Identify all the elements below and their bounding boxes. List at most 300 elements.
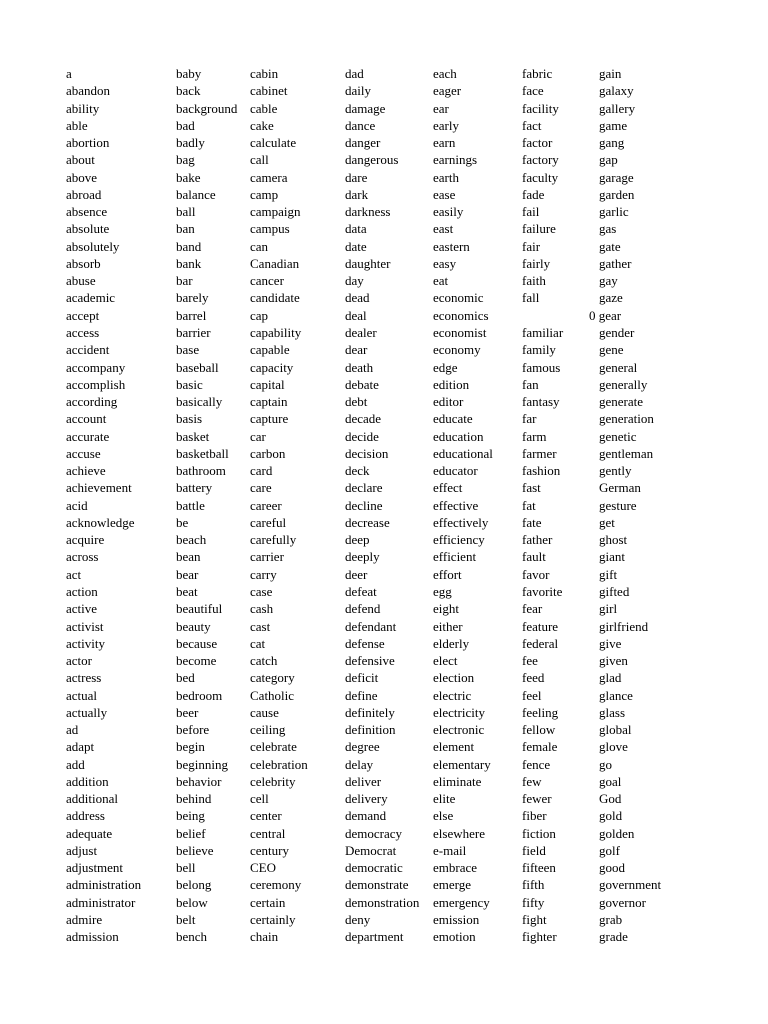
word-item: carbon: [250, 445, 286, 461]
word-item: accurate: [66, 428, 110, 444]
word-item: before: [176, 722, 210, 738]
word-item: achieve: [66, 463, 106, 479]
word-item: garage: [599, 169, 634, 185]
word-item: accuse: [66, 445, 101, 461]
word-item: behind: [176, 791, 212, 807]
word-item: ability: [66, 100, 100, 116]
word-item: camera: [250, 169, 288, 185]
word-item: fifteen: [522, 860, 556, 876]
word-item: badly: [176, 135, 205, 151]
word-item: eliminate: [433, 773, 482, 789]
word-item: effectively: [433, 514, 489, 530]
word-item: card: [250, 463, 273, 479]
word-item: defeat: [345, 583, 377, 599]
word-item: accompany: [66, 359, 126, 375]
word-item: basic: [176, 376, 203, 392]
word-item: fiction: [522, 825, 556, 841]
word-item: far: [522, 411, 537, 427]
word-item: demonstration: [345, 894, 420, 910]
word-item: fairly: [522, 255, 551, 271]
word-column-e: [433, 65, 493, 946]
word-item: factor: [522, 135, 553, 151]
word-item: according: [66, 394, 118, 410]
word-item: field: [522, 842, 546, 858]
word-item: campus: [250, 221, 290, 237]
word-item: fantasy: [522, 394, 560, 410]
word-item: bag: [176, 152, 195, 168]
word-item: elsewhere: [433, 825, 485, 841]
word-item: easy: [433, 255, 457, 271]
word-item: economics: [433, 307, 489, 323]
word-item: belt: [176, 912, 196, 928]
word-item: adapt: [66, 739, 95, 755]
word-item: achievement: [66, 480, 132, 496]
word-item: absolute: [66, 221, 110, 237]
word-item: fashion: [522, 463, 561, 479]
word-item: abandon: [66, 83, 111, 99]
word-item: cash: [250, 601, 274, 617]
word-item: beach: [176, 532, 207, 548]
word-item: adequate: [66, 825, 113, 841]
word-item: department: [345, 929, 404, 945]
word-item: goal: [599, 773, 622, 789]
word-item: fifty: [522, 894, 545, 910]
word-item: economy: [433, 342, 481, 358]
word-item: barrel: [176, 307, 207, 323]
word-item: bell: [176, 860, 196, 876]
word-item: being: [176, 808, 205, 824]
word-item: a: [66, 66, 72, 81]
word-item: faith: [522, 273, 546, 289]
word-item: deliver: [345, 773, 382, 789]
word-item: admission: [66, 929, 119, 945]
word-item: action: [66, 583, 98, 599]
word-item: activity: [66, 635, 105, 651]
word-item: elect: [433, 653, 458, 669]
word-item: father: [522, 532, 553, 548]
word-item: gang: [599, 135, 625, 151]
word-item: farm: [522, 428, 547, 444]
word-item: bear: [176, 566, 199, 582]
word-item: familiar: [522, 324, 564, 340]
word-item: e-mail: [433, 842, 467, 858]
word-item: accept: [66, 307, 100, 323]
word-item: ceremony: [250, 877, 302, 893]
word-item: early: [433, 117, 459, 133]
word-item: each: [433, 66, 457, 81]
word-item: beginning: [176, 756, 228, 772]
word-item: case: [250, 583, 273, 599]
word-item: can: [250, 238, 269, 254]
word-item: gesture: [599, 497, 637, 513]
word-item: grade: [599, 929, 628, 945]
word-item: category: [250, 670, 295, 686]
word-item: additional: [66, 791, 118, 807]
word-item: glance: [599, 687, 633, 703]
word-item: favor: [522, 566, 550, 582]
word-item: bad: [176, 117, 195, 133]
word-item: bar: [176, 273, 193, 289]
word-item: faculty: [522, 169, 559, 185]
word-item: fall: [522, 290, 540, 306]
word-item: democracy: [345, 825, 403, 841]
word-item: earn: [433, 135, 456, 151]
word-item: basketball: [176, 445, 229, 461]
word-item: earth: [433, 169, 459, 185]
word-item: acid: [66, 497, 88, 513]
word-column-b: [176, 65, 237, 946]
word-item: back: [176, 83, 201, 99]
word-item: effect: [433, 480, 463, 496]
word-item: cake: [250, 117, 274, 133]
word-item: defendant: [345, 618, 397, 634]
word-item: global: [599, 722, 632, 738]
word-item: celebrity: [250, 773, 296, 789]
word-item: emission: [433, 912, 480, 928]
word-item: elderly: [433, 635, 470, 651]
word-item: candidate: [250, 290, 300, 306]
word-item: emergency: [433, 894, 490, 910]
word-item: bed: [176, 670, 195, 686]
word-item: efficient: [433, 549, 477, 565]
word-item: gas: [599, 221, 617, 237]
word-item: administrator: [66, 894, 136, 910]
word-item: gain: [599, 66, 622, 81]
word-item: feed: [522, 670, 545, 686]
word-item: danger: [345, 135, 381, 151]
word-item: demand: [345, 808, 387, 824]
word-item: family: [522, 342, 556, 358]
word-item: federal: [522, 635, 559, 651]
word-item: below: [176, 894, 208, 910]
word-item: given: [599, 653, 628, 669]
word-item: abortion: [66, 135, 110, 151]
word-item: actress: [66, 670, 102, 686]
word-item: educate: [433, 411, 473, 427]
word-item: fail: [522, 204, 540, 220]
word-item: bathroom: [176, 463, 226, 479]
word-item: ease: [433, 186, 456, 202]
word-item: fact: [522, 117, 542, 133]
word-item: garden: [599, 186, 635, 202]
word-item: cabinet: [250, 83, 288, 99]
word-item: call: [250, 152, 269, 168]
word-item: adjust: [66, 842, 98, 858]
word-item: genetic: [599, 428, 637, 444]
word-column-a: [66, 65, 141, 946]
word-item: girlfriend: [599, 618, 649, 634]
word-item: celebration: [250, 756, 308, 772]
word-item: effective: [433, 497, 479, 513]
word-item: glad: [599, 670, 622, 686]
word-item: embrace: [433, 860, 478, 876]
word-item: defend: [345, 601, 381, 617]
word-item: egg: [433, 583, 452, 599]
word-item: add: [66, 756, 85, 772]
word-item: absorb: [66, 255, 101, 271]
word-item: ball: [176, 204, 196, 220]
word-item: capable: [250, 342, 290, 358]
word-item: decade: [345, 411, 382, 427]
word-item: daughter: [345, 255, 391, 271]
word-item: favorite: [522, 583, 563, 599]
word-item: battery: [176, 480, 213, 496]
word-item: effort: [433, 566, 462, 582]
word-item: bedroom: [176, 687, 223, 703]
word-item: fellow: [522, 722, 556, 738]
word-item: care: [250, 480, 272, 496]
word-item: acknowledge: [66, 514, 135, 530]
word-item: east: [433, 221, 454, 237]
word-item: game: [599, 117, 628, 133]
word-item: gifted: [599, 583, 630, 599]
word-item: dark: [345, 186, 369, 202]
word-item: act: [66, 566, 82, 582]
word-item: bake: [176, 169, 201, 185]
word-item: feel: [522, 687, 542, 703]
word-item: edge: [433, 359, 458, 375]
word-item: data: [345, 221, 367, 237]
word-item: capability: [250, 324, 302, 340]
word-item: beautiful: [176, 601, 223, 617]
word-item: cat: [250, 635, 266, 651]
word-item: cabin: [250, 66, 279, 81]
word-item: electricity: [433, 704, 485, 720]
word-item: Canadian: [250, 255, 300, 271]
word-item: careful: [250, 514, 287, 530]
word-item: educational: [433, 445, 493, 461]
word-item: fifth: [522, 877, 545, 893]
word-item: about: [66, 152, 95, 168]
word-item: elementary: [433, 756, 491, 772]
word-item: dare: [345, 169, 368, 185]
word-item: absence: [66, 204, 108, 220]
word-item: decide: [345, 428, 379, 444]
word-item: decision: [345, 445, 389, 461]
word-item: dealer: [345, 324, 377, 340]
word-item: actual: [66, 687, 98, 703]
word-item: basket: [176, 428, 210, 444]
word-item: editor: [433, 394, 464, 410]
word-item: cable: [250, 100, 278, 116]
word-item: able: [66, 117, 88, 133]
word-item: eager: [433, 83, 462, 99]
word-item: good: [599, 860, 625, 876]
word-item: governor: [599, 894, 646, 910]
word-item: democratic: [345, 860, 403, 876]
word-item: barrier: [176, 324, 211, 340]
word-column-f: [522, 65, 563, 946]
word-item: captain: [250, 394, 288, 410]
word-item: car: [250, 428, 266, 444]
word-item: above: [66, 169, 98, 185]
word-item: baby: [176, 66, 202, 81]
word-item: damage: [345, 100, 386, 116]
word-item: base: [176, 342, 200, 358]
word-item: gate: [599, 238, 621, 254]
word-item: get: [599, 514, 615, 530]
word-item: account: [66, 411, 107, 427]
word-item: gentleman: [599, 445, 654, 461]
word-item: gift: [599, 566, 618, 582]
word-item: face: [522, 83, 544, 99]
word-item: else: [433, 808, 454, 824]
word-item: background: [176, 100, 238, 116]
word-item: catch: [250, 653, 278, 669]
word-item: gene: [599, 342, 624, 358]
word-item: battle: [176, 497, 205, 513]
word-item: gallery: [599, 100, 636, 116]
word-item: accident: [66, 342, 110, 358]
word-item: carefully: [250, 532, 297, 548]
word-item: ban: [176, 221, 195, 237]
word-item: beat: [176, 583, 198, 599]
word-item: demonstrate: [345, 877, 409, 893]
word-item: define: [345, 687, 378, 703]
word-column-d: [345, 65, 419, 946]
word-item: behavior: [176, 773, 222, 789]
word-item: bean: [176, 549, 201, 565]
word-item: fate: [522, 514, 542, 530]
word-item: electric: [433, 687, 472, 703]
word-item: absolutely: [66, 238, 120, 254]
word-item: because: [176, 635, 218, 651]
word-item: balance: [176, 186, 216, 202]
word-item: defense: [345, 635, 385, 651]
word-item: delivery: [345, 791, 388, 807]
word-item: give: [599, 635, 622, 651]
word-item: fault: [522, 549, 546, 565]
word-item: basically: [176, 394, 223, 410]
word-item: career: [250, 497, 282, 513]
word-item: decline: [345, 497, 383, 513]
word-item: cap: [250, 307, 269, 323]
word-item: cast: [250, 618, 271, 634]
word-item: access: [66, 324, 100, 340]
word-item: gather: [599, 255, 632, 271]
word-item: become: [176, 653, 217, 669]
word-item: efficiency: [433, 532, 485, 548]
word-item: famous: [522, 359, 561, 375]
word-item: garlic: [599, 204, 629, 220]
word-item: fat: [522, 497, 536, 513]
word-item: ear: [433, 100, 449, 116]
word-item: addition: [66, 773, 109, 789]
word-item: CEO: [250, 860, 276, 876]
word-item: few: [522, 773, 542, 789]
word-item: across: [66, 549, 99, 565]
word-item: female: [522, 739, 558, 755]
word-item: decrease: [345, 514, 390, 530]
word-item: factory: [522, 152, 559, 168]
word-item: belief: [176, 825, 206, 841]
word-item: capacity: [250, 359, 294, 375]
word-item: deep: [345, 532, 370, 548]
word-item: earnings: [433, 152, 478, 168]
word-item: government: [599, 877, 662, 893]
word-item: dance: [345, 117, 376, 133]
word-item: actually: [66, 704, 108, 720]
word-item: fighter: [522, 929, 557, 945]
word-item: deeply: [345, 549, 380, 565]
word-item: center: [250, 808, 282, 824]
word-item: certain: [250, 894, 286, 910]
word-item: gap: [599, 152, 618, 168]
word-item: beer: [176, 704, 199, 720]
word-item: acquire: [66, 532, 105, 548]
word-item: capital: [250, 376, 285, 392]
word-item: capture: [250, 411, 289, 427]
word-item: fiber: [522, 808, 547, 824]
word-item: generation: [599, 411, 654, 427]
word-item: belong: [176, 877, 212, 893]
word-item: educator: [433, 463, 478, 479]
word-item: actor: [66, 653, 92, 669]
word-item: fence: [522, 756, 551, 772]
word-item: eastern: [433, 238, 470, 254]
word-item: cancer: [250, 273, 284, 289]
word-item: gently: [599, 463, 632, 479]
word-item: grab: [599, 912, 623, 928]
word-item: golden: [599, 825, 635, 841]
word-item: eight: [433, 601, 459, 617]
word-item: elite: [433, 791, 456, 807]
word-item: beauty: [176, 618, 211, 634]
word-item: activist: [66, 618, 104, 634]
word-item: barely: [176, 290, 209, 306]
word-item: gold: [599, 808, 623, 824]
word-item: basis: [176, 411, 202, 427]
word-item: Democrat: [345, 842, 397, 858]
word-item: deny: [345, 912, 371, 928]
word-item: electronic: [433, 722, 485, 738]
word-item: [522, 307, 563, 324]
word-item: chain: [250, 929, 279, 945]
word-item: band: [176, 238, 202, 254]
word-item: giant: [599, 549, 625, 565]
word-item: emerge: [433, 877, 472, 893]
word-item: either: [433, 618, 463, 634]
word-item: be: [176, 514, 189, 530]
word-item: definitely: [345, 704, 395, 720]
word-item: education: [433, 428, 484, 444]
word-item: Catholic: [250, 687, 295, 703]
word-item: abroad: [66, 186, 102, 202]
word-item: fabric: [522, 66, 553, 81]
word-item: degree: [345, 739, 380, 755]
word-item: farmer: [522, 445, 557, 461]
word-item: fast: [522, 480, 541, 496]
word-item: 0 gear: [589, 307, 622, 323]
word-item: century: [250, 842, 289, 858]
word-item: declare: [345, 480, 383, 496]
word-item: edition: [433, 376, 470, 392]
word-item: debt: [345, 394, 368, 410]
word-item: fear: [522, 601, 543, 617]
word-item: celebrate: [250, 739, 297, 755]
word-item: economist: [433, 324, 487, 340]
word-item: deal: [345, 307, 367, 323]
word-item: carrier: [250, 549, 284, 565]
word-item: ghost: [599, 532, 628, 548]
word-item: generally: [599, 376, 648, 392]
word-item: fee: [522, 653, 538, 669]
word-item: deficit: [345, 670, 379, 686]
word-item: deck: [345, 463, 370, 479]
word-item: facility: [522, 100, 559, 116]
word-item: calculate: [250, 135, 297, 151]
word-item: ceiling: [250, 722, 286, 738]
